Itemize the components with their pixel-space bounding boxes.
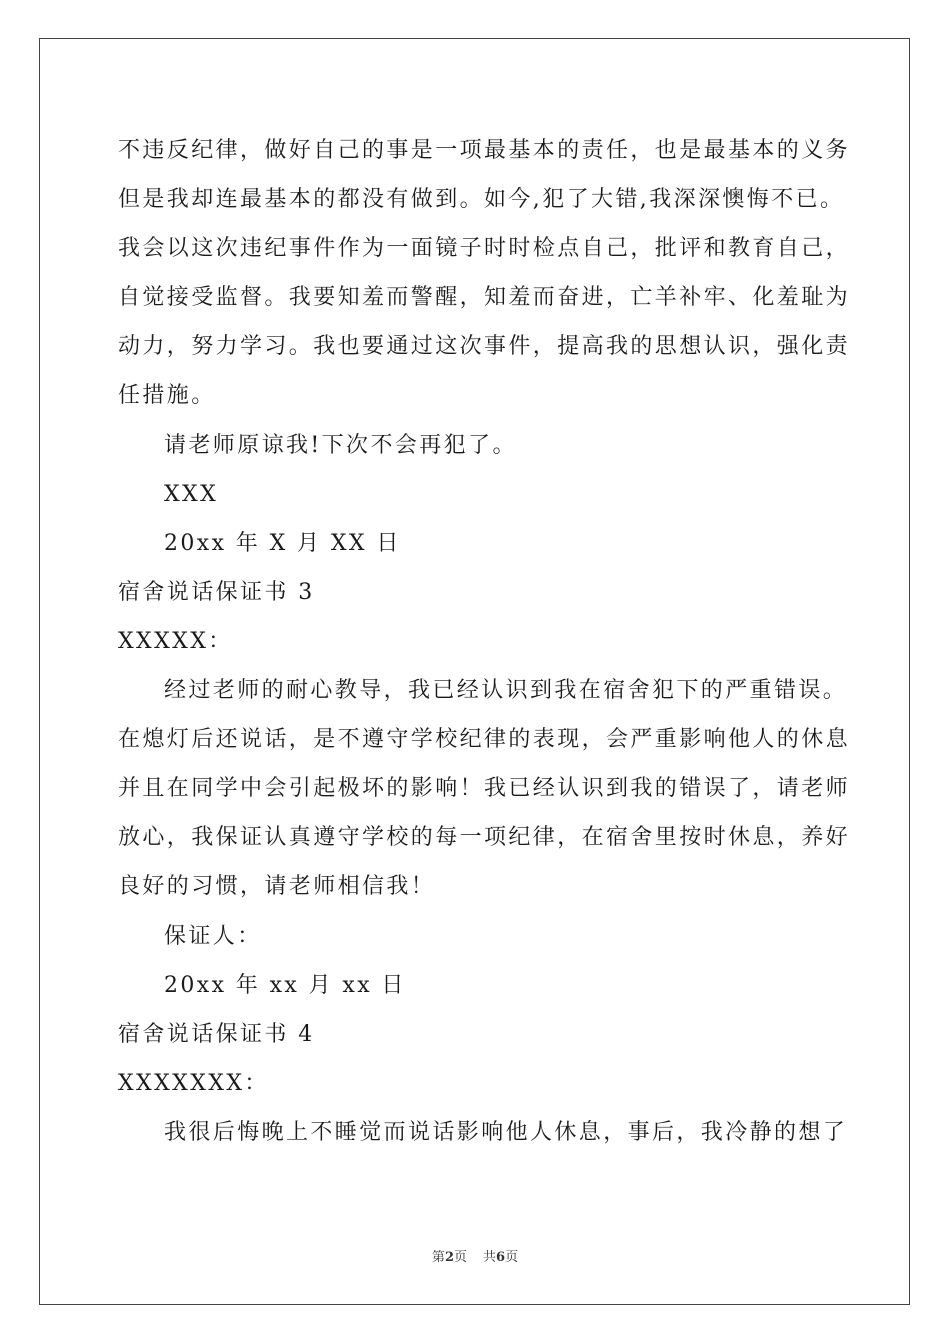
signature-name: XXX <box>164 481 219 507</box>
salutation-4: XXXXXXX： <box>118 1070 269 1096</box>
text-line-13: 在熄灯后还说话，是不遵守学校纪律的表现，会严重影响他人的休息 <box>118 727 851 753</box>
salutation-3: XXXXX： <box>118 628 233 654</box>
text-line-4: 自觉接受监督。我要知羞而警醒，知羞而奋进，亡羊补牢、化羞耻为 <box>118 285 851 311</box>
text-line-1: 不违反纪律，做好自己的事是一项最基本的责任，也是最基本的义务 <box>118 138 851 163</box>
text-line-12: 经过老师的耐心教导，我已经认识到我在宿舍犯下的严重错误。 <box>164 678 848 704</box>
total-prefix: 共 <box>483 1250 497 1265</box>
document-body <box>118 126 851 1157</box>
section-title-3: 宿舍说话保证书 3 <box>118 579 315 605</box>
text-line-5: 动力，努力学习。我也要通过这次事件，提高我的思想认识，强化责 <box>118 334 851 360</box>
guarantor-date: 20xx 年 xx 月 xx 日 <box>164 972 406 998</box>
page-footer <box>0 1246 950 1265</box>
text-line-14: 并且在同学中会引起极坏的影响！我已经认识到我的错误了，请老师 <box>118 776 851 802</box>
text-line-21: 我很后悔晚上不睡觉而说话影响他人休息，事后，我冷静的想了 <box>164 1119 848 1145</box>
text-line-16: 良好的习惯，请老师相信我！ <box>118 874 436 900</box>
apology-line: 请老师原谅我!下次不会再犯了。 <box>164 432 517 458</box>
text-line-15: 放心，我保证认真遵守学校的每一项纪律，在宿舍里按时休息，养好 <box>118 825 851 851</box>
page-number: 2 <box>444 1250 454 1265</box>
guarantor-label: 保证人： <box>164 923 262 949</box>
text-line-2: 但是我却连最基本的都没有做到。如今,犯了大错,我深深懊悔不已。 <box>118 187 845 213</box>
signature-date: 20xx 年 X 月 XX 日 <box>164 530 401 556</box>
text-line-3: 我会以这次违纪事件作为一面镜子时时检点自己，批评和教育自己， <box>118 236 851 262</box>
total-pages: 6 <box>496 1250 506 1265</box>
page-prefix: 第 <box>431 1250 445 1265</box>
total-suffix: 页 <box>505 1250 519 1265</box>
text-line-6: 任措施。 <box>118 383 216 409</box>
section-title-4: 宿舍说话保证书 4 <box>118 1021 315 1047</box>
page-suffix: 页 <box>453 1250 467 1265</box>
